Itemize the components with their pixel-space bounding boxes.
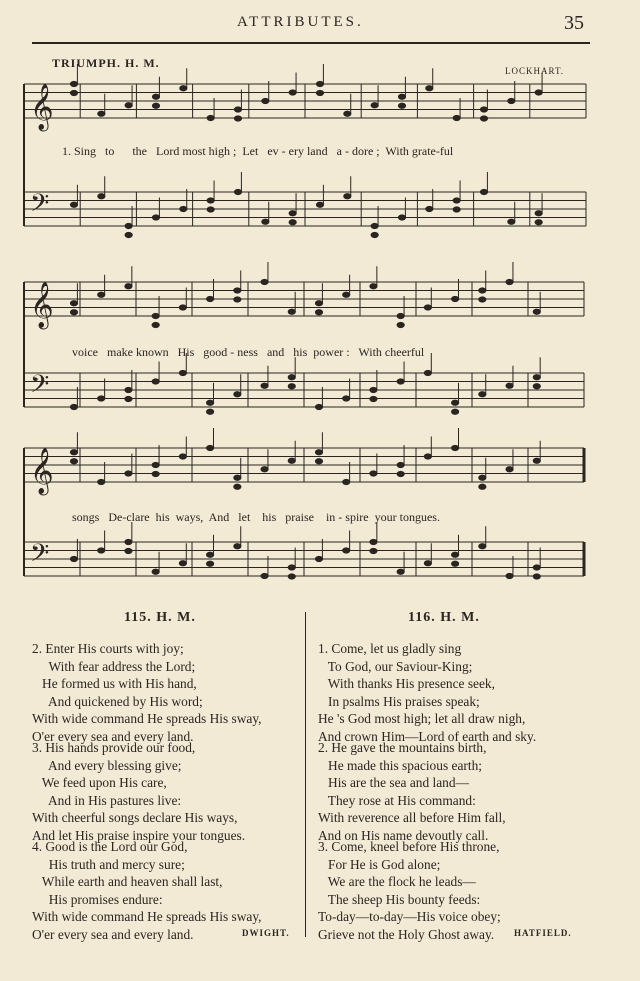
note-head [288,384,295,389]
verse-line: He made this spacious earth; [318,757,482,773]
lyric-line-2: voice make known His good - ness and his power : With cheerful [72,345,425,359]
note-head [452,409,459,414]
note-head [98,111,105,116]
note-head [98,479,105,484]
note-head [343,396,350,401]
note-head [288,565,295,570]
note-head [371,103,378,108]
note-head [125,396,132,401]
verse-line: He formed us with His hand, [32,676,197,692]
note-head [506,467,513,472]
note-head [535,211,542,216]
treble-clef-icon: 𝄞 [30,84,54,130]
note-head [262,219,269,224]
verse-line: His promises endure: [32,891,163,907]
note-head [262,98,269,103]
running-title: ATTRIBUTES. [237,14,364,30]
verse-line: With fear address the Lord; [32,658,196,674]
tune-name: TRIUMPH. H. M. [52,56,160,70]
note-head [316,81,323,86]
note-head [398,215,405,220]
note-head [533,384,540,389]
hymn-115-author: DWIGHT. [242,928,290,938]
note-head [479,544,486,549]
note-head [480,116,487,121]
note-head [315,301,322,306]
hymn-115-stanza-2 [32,640,262,746]
note-head [288,375,295,380]
note-head [371,223,378,228]
note-head [180,86,187,91]
note-head [315,459,322,464]
note-head [288,458,295,463]
verse-line: O'er every sea and every land. [32,728,194,744]
note-head [535,220,542,225]
note-head [506,279,513,284]
lyric-line-3: songs De-clare his ways, And let his praise in - spire your tongues. [72,510,440,524]
note-head [234,484,241,489]
verse-line: He 's God most high; let all draw nigh, [318,711,526,727]
note-head [152,322,159,327]
note-head [424,454,431,459]
note-head [344,194,351,199]
bass-clef-icon: 𝄢 [30,370,50,405]
note-head [533,458,540,463]
verse-line: With cheerful songs declare His ways, [32,810,238,826]
note-head [180,206,187,211]
note-head [261,467,268,472]
hymn-115-number: 115. H. M. [124,610,196,625]
note-head [453,115,460,120]
hymn-116-number: 116. H. M. [408,610,480,625]
note-head [70,90,77,95]
note-head [125,223,132,228]
verse-line: And every blessing give; [32,757,182,773]
note-head [125,284,132,289]
note-head [125,103,132,108]
note-head [152,313,159,318]
note-head [98,548,105,553]
hymn-115-stanza-3 [32,739,245,845]
verse-line: With wide command He spreads His sway, [32,909,262,925]
verse-line: For He is God alone; [318,856,441,872]
note-head [508,219,515,224]
note-head [234,544,241,549]
verse-line: While earth and heaven shall last, [32,874,223,890]
note-head [533,375,540,380]
note-head [479,297,486,302]
note-head [424,561,431,566]
note-head [343,548,350,553]
note-head [479,288,486,293]
note-head [179,561,186,566]
note-head [207,207,214,212]
verse-line: O'er every sea and every land. [32,926,194,942]
verse-line: 4. Good is the Lord our God, [32,839,188,854]
note-head [234,116,241,121]
note-head [452,296,459,301]
note-head [152,94,159,99]
note-head [370,284,377,289]
note-head [370,539,377,544]
note-head [533,574,540,579]
verse-line: His are the sea and land— [318,775,469,791]
note-head [152,103,159,108]
note-head [125,387,132,392]
note-head [315,310,322,315]
note-head [125,548,132,553]
note-head [533,565,540,570]
lyric-line-1: 1. Sing to the Lord most high ; Let ev - ery land a - dore ; With grate-ful [62,144,454,158]
note-head [179,454,186,459]
note-head [398,103,405,108]
note-head [315,556,322,561]
note-head [207,552,214,557]
note-head [315,450,322,455]
note-head [426,86,433,91]
note-head [288,574,295,579]
note-head [234,297,241,302]
note-head [70,301,77,306]
note-head [452,552,459,557]
page-number: 35 [564,12,584,34]
note-head [289,220,296,225]
note-head [315,404,322,409]
note-head [207,561,214,566]
column-divider [305,612,306,937]
note-head [343,479,350,484]
note-head [533,309,540,314]
note-head [398,94,405,99]
tune-composer: LOCKHART. [505,66,565,76]
note-head [397,322,404,327]
note-head [397,569,404,574]
verse-line: And on His name devoutly call. [318,827,489,843]
verse-line: 1. Come, let us gladly sing [318,641,462,656]
hymn-116-stanza-3 [318,838,501,944]
note-head [288,309,295,314]
note-head [535,90,542,95]
note-head [70,81,77,86]
note-head [234,288,241,293]
note-head [370,548,377,553]
note-head [453,207,460,212]
note-head [98,194,105,199]
note-head [289,211,296,216]
note-head [179,305,186,310]
note-head [98,292,105,297]
note-head [207,115,214,120]
note-head [261,279,268,284]
verse-line: 2. Enter His courts with joy; [32,641,184,656]
note-head [316,90,323,95]
note-head [316,202,323,207]
note-head [397,379,404,384]
verse-line: To-day—to-day—His voice obey; [318,909,501,925]
verse-line: The sheep His bounty feeds: [318,891,481,907]
note-head [234,392,241,397]
bass-clef-icon: 𝄢 [30,539,50,574]
note-head [207,296,214,301]
note-head [125,539,132,544]
verse-line: With wide command He spreads His sway, [32,711,262,727]
note-head [179,370,186,375]
note-head [152,379,159,384]
note-head [371,232,378,237]
hymn-116-author: HATFIELD. [514,928,572,938]
verse-line: With reverence all before Him fall, [318,810,506,826]
note-head [370,396,377,401]
note-head [207,409,214,414]
note-head [480,107,487,112]
verse-line: 3. Come, kneel before His throne, [318,839,500,854]
note-head [453,198,460,203]
note-head [70,556,77,561]
hymn-115-stanza-4 [32,838,262,944]
note-head [70,450,77,455]
note-head [125,471,132,476]
note-head [152,462,159,467]
note-head [508,98,515,103]
bass-clef-icon: 𝄢 [30,189,50,224]
verse-line: 3. His hands provide our food, [32,740,196,755]
note-head [207,445,214,450]
note-head [234,107,241,112]
note-head [289,90,296,95]
verse-line: We are the flock he leads— [318,874,476,890]
hymn-116-stanza-2 [318,739,506,845]
note-head [452,400,459,405]
verse-line: Grieve not the Holy Ghost away. [318,926,495,942]
note-head [152,569,159,574]
note-head [152,471,159,476]
verse-line: With thanks His presence seek, [318,676,495,692]
note-head [370,387,377,392]
note-head [234,189,241,194]
note-head [479,475,486,480]
note-head [426,206,433,211]
note-head [424,305,431,310]
note-head [70,459,77,464]
note-head [480,189,487,194]
note-head [98,396,105,401]
note-head [479,484,486,489]
note-head [397,462,404,467]
verse-line: And let His praise inspire your tongues. [32,827,246,843]
note-head [479,392,486,397]
note-head [207,400,214,405]
note-head [261,383,268,388]
verse-line: To God, our Saviour-King; [318,658,473,674]
note-head [397,471,404,476]
note-head [70,404,77,409]
note-head [424,370,431,375]
verse-line: In psalms His praises speak; [318,693,480,709]
verse-line: His truth and mercy sure; [32,856,185,872]
note-head [152,215,159,220]
note-head [397,313,404,318]
verse-line: 2. He gave the mountains birth, [318,740,487,755]
note-head [452,445,459,450]
note-head [344,111,351,116]
hymn-116-stanza-1 [318,640,536,746]
note-head [506,573,513,578]
note-head [70,202,77,207]
treble-clef-icon: 𝄞 [30,448,54,494]
verse-line: They rose at His command: [318,792,476,808]
note-head [261,573,268,578]
note-head [234,475,241,480]
verse-line: We feed upon His care, [32,775,167,791]
note-head [506,383,513,388]
treble-clef-icon: 𝄞 [30,282,54,328]
verse-line: And quickened by His word; [32,693,203,709]
verse-line: And in His pastures live: [32,792,182,808]
note-head [70,310,77,315]
verse-line: And crown Him—Lord of earth and sky. [318,728,537,744]
note-head [343,292,350,297]
note-head [452,561,459,566]
note-head [207,198,214,203]
note-head [125,232,132,237]
note-head [370,471,377,476]
